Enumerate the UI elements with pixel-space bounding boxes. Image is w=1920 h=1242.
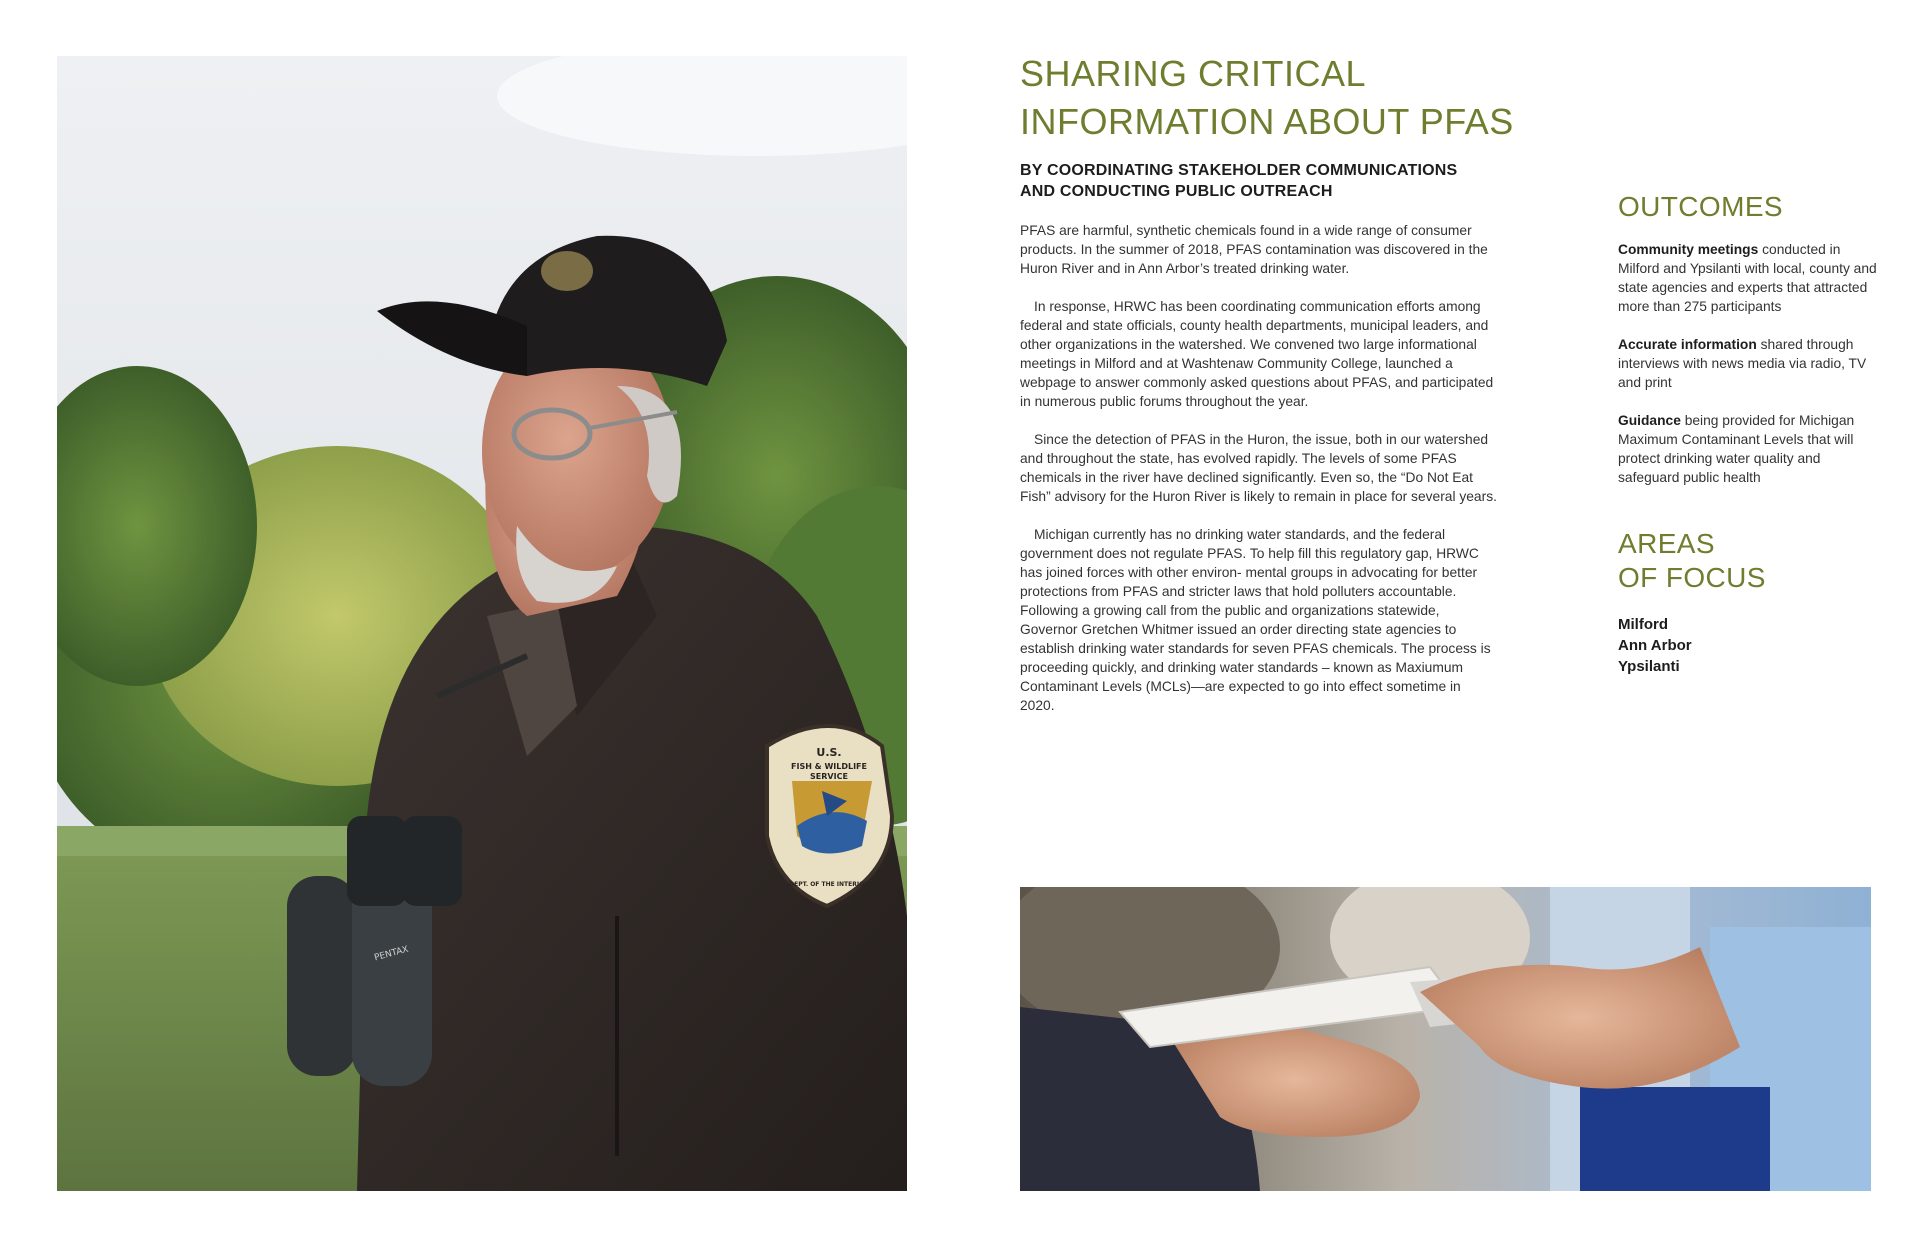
title-line-2: INFORMATION ABOUT PFAS: [1020, 101, 1514, 142]
focus-item: Ypsilanti: [1618, 658, 1680, 675]
title-line-1: SHARING CRITICAL: [1020, 53, 1367, 94]
outcome-item: [1618, 335, 1880, 392]
portrait-photo: [57, 56, 907, 1191]
outcomes-section: [1618, 190, 1880, 224]
svg-text:SERVICE: SERVICE: [810, 772, 848, 781]
outcomes-list: [1618, 240, 1880, 506]
outcome-text: being provided for Michigan Maximum Contaminant Levels that will protect drinking water quality and safeguard public health: [1618, 413, 1855, 485]
focus-list: [1618, 614, 1880, 677]
svg-text:U.S.: U.S.: [816, 746, 842, 759]
body-paragraph: In response, HRWC has been coordinating communication efforts among federal and state officials, county health departments, municipal leaders, and other organizations in the watershed. We convened two large informational meetings in Milford and at Washtenaw Community College, launched a webpage to answer commonly asked questions about PFAS, and participated in numerous public forums throughout the year.: [1020, 299, 1494, 409]
svg-text:PENTAX: PENTAX: [373, 944, 410, 964]
outcomes-heading: OUTCOMES: [1618, 191, 1783, 222]
body-paragraph: Michigan currently has no drinking water standards, and the federal government does not regulate PFAS. To help fill this regulatory gap, HRWC has joined forces with other environ- mental groups in advocating for better protections from PFAS and stricter laws that hold polluters accountable. Following a growing call from the public and organizations statewide, Governor Gretchen Whitmer issued an order directing state agencies to establish drinking water standards for seven PFAS chemicals. The process is proceeding quickly, and drinking water standards – known as Maxiumum Contaminant Levels (MCLs)—are expected to go into effect sometime in 2020.: [1020, 527, 1491, 713]
focus-item: Ann Arbor: [1618, 637, 1692, 654]
outcome-text: shared through interviews with news media via radio, TV and print: [1618, 337, 1867, 390]
outcome-label: Guidance: [1618, 413, 1681, 428]
focus-heading: [1618, 527, 1880, 595]
subheading: [1020, 160, 1500, 202]
article-body: [1020, 221, 1498, 734]
outcome-text: conducted in Milford and Ypsilanti with local, county and state agencies and experts that attracted more than 275 participants: [1618, 242, 1877, 314]
subheading-line-2: AND CONDUCTING PUBLIC OUTREACH: [1020, 183, 1333, 200]
body-paragraph: Since the detection of PFAS in the Huron, the issue, both in our watershed and throughout the state, has evolved rapidly. The levels of some PFAS chemicals in the river have declined significantly. Even so, the “Do Not Eat Fish” advisory for the Huron River is likely to remain in place for several years.: [1020, 432, 1497, 504]
focus-section: [1618, 527, 1880, 595]
handoff-photo: [1020, 887, 1871, 1191]
svg-text:FISH & WILDLIFE: FISH & WILDLIFE: [791, 762, 867, 771]
outcome-label: Community meetings: [1618, 242, 1759, 257]
body-paragraph: PFAS are harmful, synthetic chemicals found in a wide range of consumer products. In the summer of 2018, PFAS contamination was discovered in the Huron River and in Ann Arbor’s treated drinking water.: [1020, 223, 1488, 276]
outcome-label: Accurate information: [1618, 337, 1757, 352]
focus-heading-line-2: OF FOCUS: [1618, 562, 1766, 593]
svg-text:DEPT. OF THE INTERIOR: DEPT. OF THE INTERIOR: [789, 881, 869, 888]
focus-item: Milford: [1618, 616, 1668, 633]
outcome-item: [1618, 240, 1880, 316]
focus-heading-line-1: AREAS: [1618, 528, 1715, 559]
outcome-item: [1618, 411, 1880, 487]
subheading-line-1: BY COORDINATING STAKEHOLDER COMMUNICATIONS: [1020, 162, 1458, 179]
page-title: [1020, 50, 1540, 146]
